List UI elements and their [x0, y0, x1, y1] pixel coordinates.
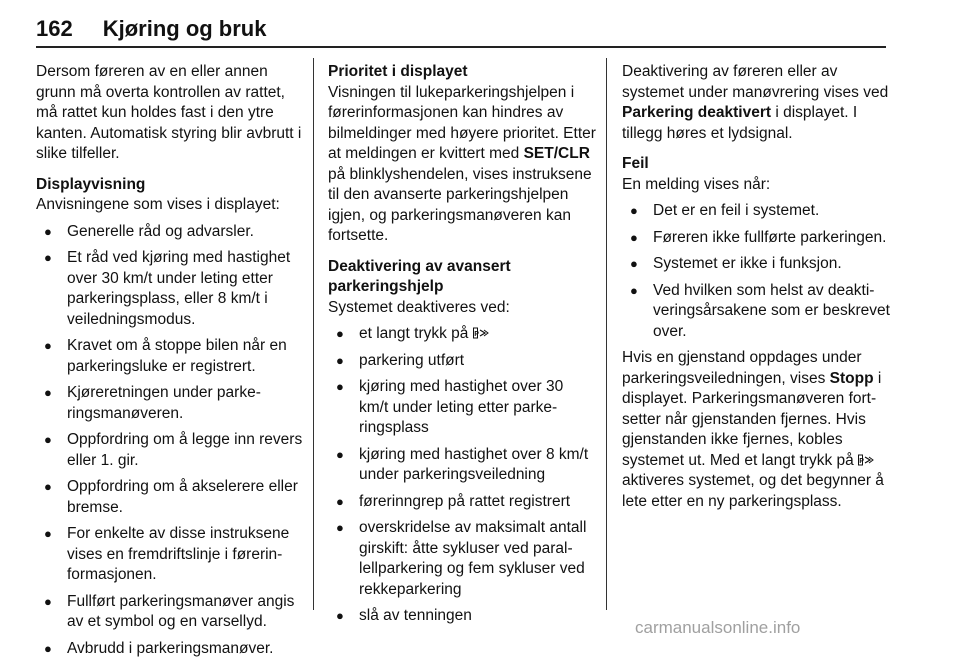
driver-text-1: Deaktivering av føreren eller av systemet under manøvrering vises ved — [622, 63, 889, 101]
list-item — [328, 324, 596, 345]
deactivation-text: Systemet deaktiveres ved: — [328, 298, 510, 316]
object-detected-paragraph — [622, 348, 890, 512]
list-item: ● Avbrudd i parkeringsmanøver. — [36, 639, 304, 660]
error-heading: Feil — [622, 155, 649, 172]
list-item: ● Oppfordring om å akselerere eller bremse. — [36, 477, 304, 518]
parking-assist-icon — [473, 327, 489, 339]
list-item: ● Kravet om å stoppe bilen når en parkeringsluke er registrert. — [36, 336, 304, 377]
list-item: ● Føreren ikke fullførte parkeringen. — [622, 228, 890, 249]
priority-text-2: på blinklyshendelen, vises instruksene til den avanserte parkeringshjelpen igjen, og parkeringsmanøveren kan fortsette. — [328, 165, 592, 244]
column-1 — [36, 62, 304, 665]
list-item: ● For enkelte av disse instruksene vises en fremdriftslinje i førerinformasjonen. — [36, 524, 304, 586]
list-item: ● Kjøreretningen under parkeringsmanøveren. — [36, 383, 304, 424]
list-item: ● overskridelse av maksimalt antall girskift: åtte sykluser ved parallellparkering og fem sykluser ved rekkeparkering — [328, 518, 596, 600]
column-2 — [328, 62, 596, 633]
display-text: Anvisningene som vises i displayet: — [36, 196, 280, 213]
error-text: En melding vises når: — [622, 175, 771, 193]
deactivation-heading: Deaktivering av avansert parkeringshjelp — [328, 257, 511, 295]
long-press-text: et langt trykk på — [359, 325, 469, 342]
priority-text: Visningen til lukeparkeringshjelpen i førerinformasjonen kan hindres av bilmeldinger med høyere prioritet. Etter at meldingen er kvittert med — [328, 83, 596, 162]
display-heading: Displayvisning — [36, 175, 146, 193]
driver-text-2: i displayet. I tillegg høres et lydsignal. — [622, 104, 858, 142]
parking-assist-icon — [858, 454, 874, 466]
list-item: ● førerinngrep på rattet registrert — [328, 492, 596, 513]
list-item: ● Fullført parkeringsmanøver angis av et symbol og en varsellyd. — [36, 592, 304, 633]
object-text-2: i displayet. Parkeringsmanøveren fortsetter når gjenstanden fjernes. Hvis gjenstanden ikke fjernes, kobles systemet ut. Med et langt trykk på — [622, 369, 882, 469]
list-item: ● kjøring med hastighet over 30 km/t under leting etter parkeringsplass — [328, 377, 596, 439]
list-item: ● slå av tenningen — [328, 606, 596, 627]
parkering-deaktivert-label: Parkering deaktivert — [622, 104, 772, 121]
object-text-3: aktiveres systemet, og det begynner å lete etter en ny parkeringsplass. — [622, 472, 884, 510]
list-item: ● Et råd ved kjøring med hastighet over 30 km/t under leting etter parkeringsplass, eller 8 km/t i veiledningsmodus. — [36, 248, 304, 330]
priority-paragraph — [328, 83, 596, 247]
stopp-label: Stopp — [829, 369, 874, 387]
list-item: ● parkering utført — [328, 351, 596, 372]
intro-paragraph: Dersom føreren av en eller annen grunn må overta kontrollen av rattet, må rattet kun holdes fast i den ytre kanten. Automatisk styring blir avbrutt i slike tilfeller. — [36, 63, 302, 162]
watermark: carmanualsonline.info — [635, 618, 801, 637]
list-item: ● Oppfordring om å legge inn revers eller 1. gir. — [36, 430, 304, 471]
list-item: ● Ved hvilken som helst av deaktiveringsårsakene som er beskrevet over. — [622, 281, 890, 343]
list-item: ● kjøring med hastighet over 8 km/t under parkeringsveiledning — [328, 445, 596, 486]
page-title: Kjøring og bruk — [102, 16, 267, 41]
driver-deactivation-paragraph — [622, 62, 890, 144]
object-text-1: Hvis en gjenstand oppdages under parkeringsveiledningen, vises — [622, 349, 862, 387]
deactivation-bullet-list — [328, 324, 596, 627]
priority-heading: Prioritet i displayet — [328, 63, 468, 80]
column-divider — [606, 58, 607, 610]
svg-text:P: P — [474, 331, 479, 338]
list-item: ● Systemet er ikke i funksjon. — [622, 254, 890, 275]
set-clr-label: SET/CLR — [523, 145, 590, 162]
page-header — [36, 6, 886, 48]
column-3 — [622, 62, 890, 512]
page-number: 162 — [36, 16, 73, 41]
list-item: ● Det er en feil i systemet. — [622, 201, 890, 222]
column-divider — [313, 58, 314, 610]
list-item: ● Generelle råd og advarsler. — [36, 222, 304, 243]
error-bullet-list — [622, 201, 890, 342]
svg-text:P: P — [859, 457, 865, 465]
display-bullet-list — [36, 222, 304, 660]
